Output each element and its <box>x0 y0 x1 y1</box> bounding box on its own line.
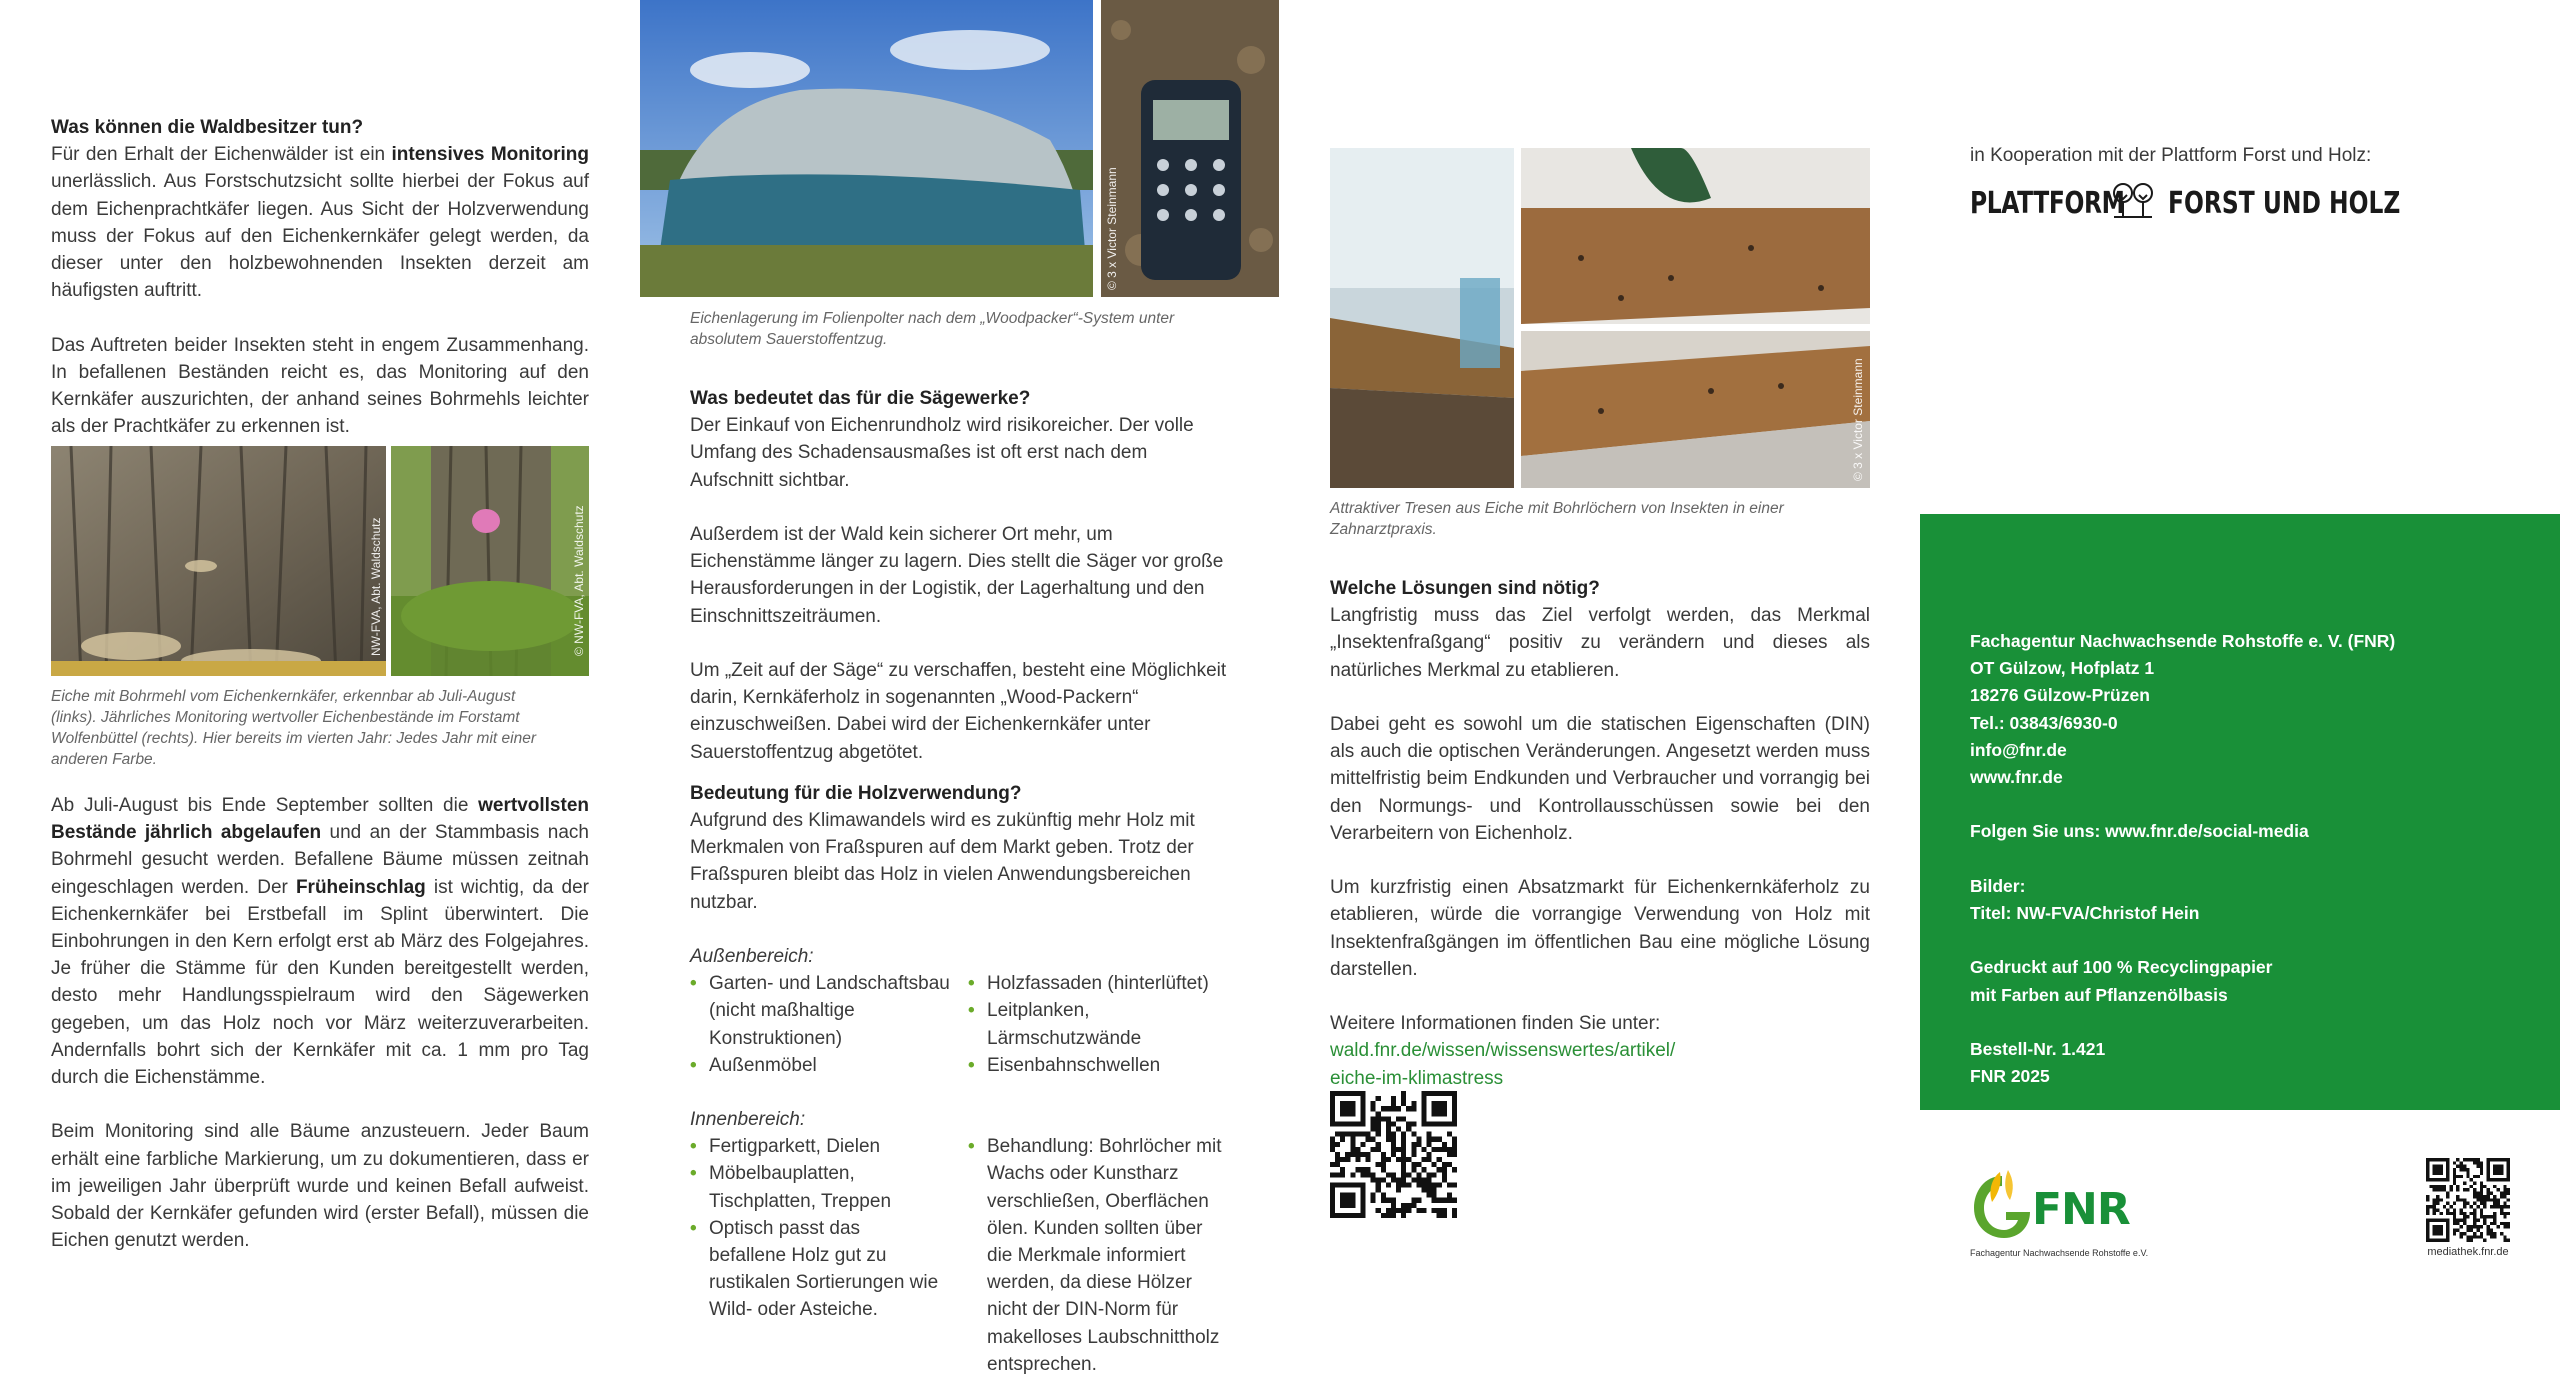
list-item: • Möbelbauplatten, Tischplatten, Treppen <box>690 1160 942 1214</box>
paragraph-einkauf: Der Einkauf von Eichenrundholz wird risikoreicher. Der volle Umfang des Schadensausmaßes ist oft erst nach dem Aufschnitt sichtbar. <box>690 415 1194 491</box>
fnr-logo-subtitle: Fachagentur Nachwachsende Rohstoffe e.V. <box>1970 1248 2149 1258</box>
paragraph-langfristig: Langfristig muss das Ziel verfolgt werden, das Merkmal „Insektenfraßgang“ positiv zu verändern und dieses als natürliches Merkmal zu etablieren. <box>1330 605 1870 681</box>
contact-line <box>1970 927 2530 954</box>
list-aussen-right <box>968 970 1230 1079</box>
list-aussen-left <box>690 970 954 1079</box>
paragraph-klimawandel: Aufgrund des Klimawandels wird es zukünftig mehr Holz mit Merkmalen von Fraßspuren auf dem Markt geben. Trotz der Fraßspuren bleibt das Holz in vielen Anwendungsbereichen nutzbar. <box>690 810 1195 913</box>
cooperation-text: in Kooperation mit der Plattform Forst und Holz: <box>1970 145 2372 166</box>
platform-word-right: FORST UND HOLZ <box>2168 185 2401 221</box>
contact-line <box>1970 846 2530 873</box>
column-3 <box>1330 575 1870 1092</box>
heading-loesungen: Welche Lösungen sind nötig? <box>1330 578 1600 599</box>
paragraph-absatzmarkt: Um kurzfristig einen Absatzmarkt für Eichenkernkäferholz zu etablieren, würde die vorrangige Verwendung von Holz mit Insektenfraßgängen im öffentlichen Bau eine mögliche Lösung darstellen. <box>1330 877 1870 980</box>
more-info-link-2[interactable]: eiche-im-klimastress <box>1330 1067 1504 1089</box>
paragraph-wood-packer: Um „Zeit auf der Säge“ zu verschaffen, besteht eine Möglichkeit darin, Kernkäferholz in sogenannten „Wood-Packern“ einzuschweißen. Dabei wird der Eichenkernkäfer unter Sauerstoffentzug abgetötet. <box>690 660 1227 763</box>
list-innen-left <box>690 1133 942 1378</box>
contact-line: FNR 2025 <box>1970 1066 2050 1087</box>
label-innenbereich: Innenbereich: <box>690 1109 806 1131</box>
list-innenbereich <box>690 1133 1230 1378</box>
list-item: • Behandlung: Bohrlöcher mit Wachs oder Kunstharz verschließen, Oberflächen ölen. Kunden sollten über die Merkmale informiert werden, da diese Hölzer nicht der DIN-Norm für makelloses Laubschnittholz entsprechen. <box>968 1133 1230 1378</box>
photo-credit: © 3 x Victor Steinmann <box>1105 167 1119 290</box>
fnr-leaf-icon <box>1970 1168 2034 1240</box>
label-aussenbereich: Außenbereich: <box>690 946 814 968</box>
list-item: • Eisenbahnschwellen <box>968 1052 1230 1079</box>
photo-oak-trunk-marked <box>391 446 589 676</box>
contact-line <box>1970 791 2530 818</box>
photo-credit: NW-FVA, Abt. Waldschutz <box>369 517 383 656</box>
contact-line: mit Farben auf Pflanzenölbasis <box>1970 984 2228 1005</box>
contact-line <box>1970 1009 2530 1036</box>
photo-credit: © 3 x Victor Steinmann <box>1851 358 1865 481</box>
photo-counter-left <box>1330 148 1514 488</box>
list-innen-right <box>968 1133 1230 1378</box>
paragraph-fruheinschlag: Ab Juli-August bis Ende September sollten die wertvollsten Bestände jährlich abgelaufen und an der Stammbasis nach Bohrmehl gesucht werden. Befallene Bäume müssen zeitnah eingeschlagen werden. Der Früheinschlag ist wichtig, da der Eichenkernkäfer bei Erstbefall im Splint überwintert. Die Einbohrungen in den Kern erfolgt erst ab März des Folgejahres. Je früher die Stämme für den Kunden bereitgestellt werden, desto mehr Handlungsspielraum wird den Sägewerken gegeben, um das Holz noch vor März weiterzuverarbeiten. Andernfalls bohrt sich der Kernkäfer mit ca. 1 mm pro Tag durch die Eichenstämme. <box>51 795 589 1089</box>
more-info-link[interactable]: wald.fnr.de/wissen/wissenswertes/artikel/ <box>1330 1040 1676 1062</box>
caption-woodpacker: Eichenlagerung im Folienpolter nach dem „Woodpacker“-System unter absolutem Sauerstoffentzug. <box>690 310 1175 348</box>
photo-counter-edge <box>1521 331 1870 488</box>
qr-code-mediathek[interactable] <box>2426 1158 2510 1242</box>
photo-counter-top <box>1521 148 1870 324</box>
heading-waldbesitzer: Was können die Waldbesitzer tun? <box>51 117 364 138</box>
contact-line: Bestell-Nr. 1.421 <box>1970 1038 2106 1059</box>
list-item: • Garten- und Landschaftsbau (nicht maßhaltige Konstruktionen) <box>690 970 954 1052</box>
contact-website[interactable]: www.fnr.de <box>1970 767 2063 788</box>
list-item: • Außenmöbel <box>690 1052 954 1079</box>
contact-info <box>1970 628 2530 1090</box>
caption-oak-monitoring: Eiche mit Bohrmehl vom Eichenkernkäfer, erkennbar ab Juli-August (links). Jährliches Monitoring wertvoller Eichenbestände im Forstamt Wolfenbüttel (rechts). Hier bereits im vierten Jahr: Jedes Jahr mit einer anderen Farbe. <box>51 688 536 768</box>
fnr-logo-text: FNR <box>2032 1184 2130 1235</box>
paragraph-monitoring: Für den Erhalt der Eichenwälder ist ein intensives Monitoring unerlässlich. Aus Forstschutzsicht sollte hierbei der Fokus auf dem Eichenprachtkäfer liegen. Aus Sicht der Holzverwendung muss der Fokus auf den Eichenkernkäfer gelegt werden, da dieser unter den holzbewohnenden Insekten derzeit am häufigsten auftritt. <box>51 144 589 302</box>
contact-social[interactable]: Folgen Sie uns: www.fnr.de/social-media <box>1970 821 2309 842</box>
photo-oak-bark-boring-dust <box>51 446 386 676</box>
paragraph-insekten: Das Auftreten beider Insekten steht in engem Zusammenhang. In befallenen Beständen reicht es, das Monitoring auf den Kernkäfer auszurichten, der anhand seines Bohrmehls leichter als der Prachtkäfer zu erkennen ist. <box>51 334 589 438</box>
column-2 <box>690 385 1230 1378</box>
paragraph-din: Dabei geht es sowohl um die statischen Eigenschaften (DIN) als auch die optischen Veränderungen. Angesetzt werden muss mittelfristig beim Endkunden und Verbraucher und vorrangig bei den Normungs- und Kontrollausschüssen sowie bei den Verarbeitern von Eichenholz. <box>1330 714 1870 844</box>
contact-line: OT Gülzow, Hofplatz 1 <box>1970 658 2155 679</box>
paragraph-wald-lagerung: Außerdem ist der Wald kein sicherer Ort mehr, um Eichenstämme länger zu lagern. Dies stellt die Säger vor große Herausforderungen in der Logistik, der Lagerhaltung und den Einschnittszeiträumen. <box>690 524 1224 627</box>
platform-word-left: PLATTFORM <box>1970 185 2125 221</box>
list-item: • Optisch passt das befallene Holz gut zu rustikalen Sortierungen wie Wild- oder Asteiche. <box>690 1215 942 1324</box>
contact-line: Gedruckt auf 100 % Recyclingpapier <box>1970 957 2273 978</box>
heading-holzverwendung: Bedeutung für die Holzverwendung? <box>690 782 1022 804</box>
column-1-lower <box>51 792 589 1282</box>
list-item: • Leitplanken, Lärmschutzwände <box>968 997 1230 1051</box>
qr-code-article[interactable] <box>1330 1091 1457 1218</box>
more-info-label: Weitere Informationen finden Sie unter: <box>1330 1013 1661 1035</box>
list-item: • Holzfassaden (hinterlüftet) <box>968 970 1230 997</box>
photo-foil-polter <box>640 0 1093 297</box>
paragraph-monitoring-markierung: Beim Monitoring sind alle Bäume anzusteuern. Jeder Baum erhält eine farbliche Markierung, um zu dokumentieren, dass er im jeweiligen Jahr überprüft wurde und keinen Befall aufweist. Sobald der Kernkäfer gefunden wird (erster Befall), müssen die Eichen genutzt werden. <box>51 1121 589 1252</box>
contact-line: Tel.: 03843/6930-0 <box>1970 712 2118 733</box>
contact-line: Bilder: <box>1970 875 2026 896</box>
photo-credit: © NW-FVA, Abt. Waldschutz <box>572 505 586 656</box>
plattform-forst-holz-logo <box>1970 180 2401 226</box>
photo-oxygen-meter <box>1101 0 1279 297</box>
contact-email[interactable]: info@fnr.de <box>1970 739 2067 760</box>
contact-line: Fachagentur Nachwachsende Rohstoffe e. V. (FNR) <box>1970 631 2396 651</box>
column-1 <box>51 114 589 468</box>
contact-line: 18276 Gülzow-Prüzen <box>1970 685 2150 706</box>
list-item: • Fertigparkett, Dielen <box>690 1133 942 1160</box>
fnr-logo <box>1970 1168 2160 1260</box>
heading-saegewerke: Was bedeutet das für die Sägewerke? <box>690 388 1031 409</box>
list-aussenbereich <box>690 970 1230 1079</box>
caption-tresen: Attraktiver Tresen aus Eiche mit Bohrlöchern von Insekten in einer Zahnarztpraxis. <box>1330 500 1784 538</box>
qr-label: mediathek.fnr.de <box>2427 1246 2509 1258</box>
contact-line: Titel: NW-FVA/Christof Hein <box>1970 903 2200 923</box>
